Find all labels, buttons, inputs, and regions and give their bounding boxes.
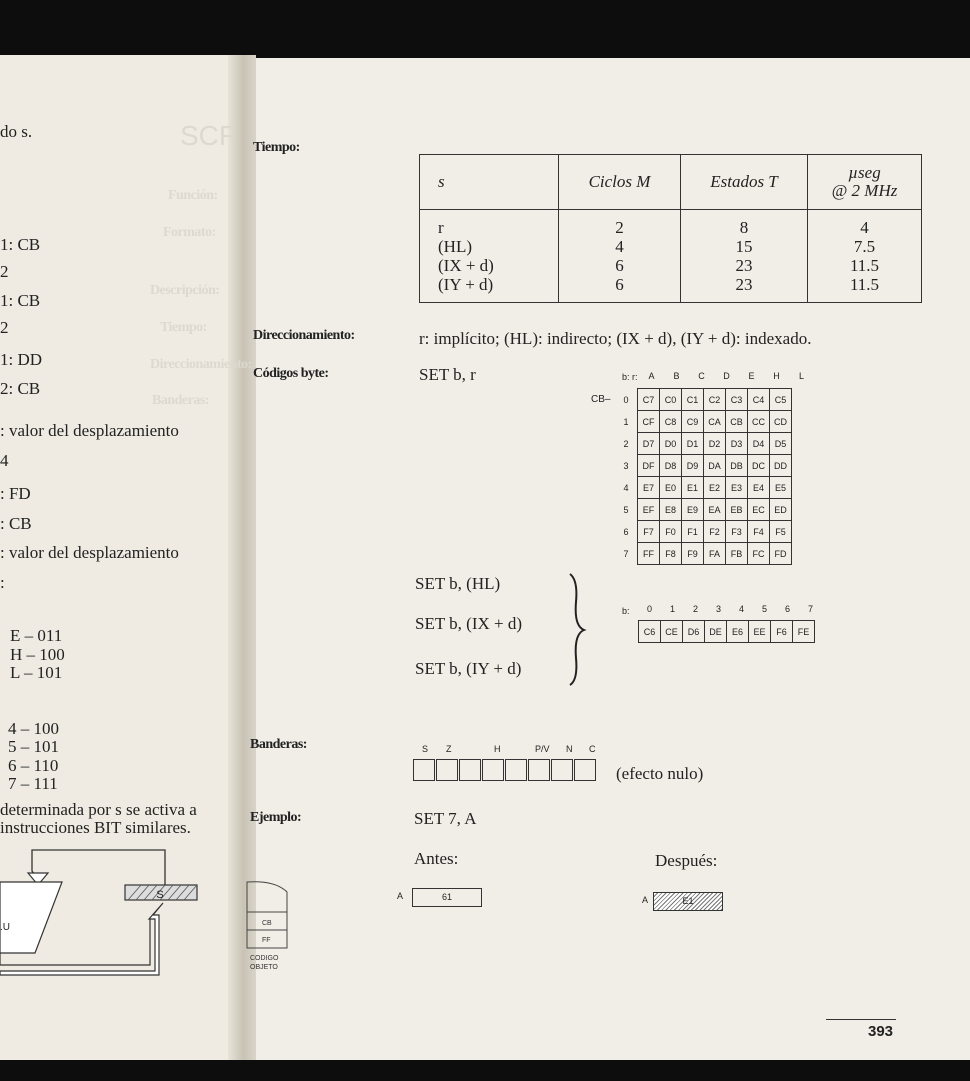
flag-register-diagram: [0, 845, 200, 980]
grid-cell: DC: [748, 455, 770, 477]
grid-row-label: 6: [623, 526, 629, 537]
opcode-grid: [615, 370, 814, 382]
grid-cell: DD: [770, 455, 792, 477]
cell: (IY + d): [438, 275, 494, 294]
label-tiempo: Tiempo:: [253, 140, 300, 155]
object-code-graphic: [245, 880, 290, 975]
flags-effect: (efecto nulo): [616, 764, 704, 783]
byte-cell: E6: [727, 621, 749, 643]
left-line: 7 – 111: [8, 774, 58, 793]
grid-cell: EF: [638, 499, 660, 521]
ghost-heading: SCF: [180, 120, 236, 151]
before-register-box: 61: [412, 888, 482, 907]
left-line: : CB: [0, 514, 32, 533]
left-line: : FD: [0, 484, 31, 503]
grid-row-label: 7: [623, 548, 629, 559]
flag-label-h: H: [494, 744, 501, 754]
cell: 11.5: [849, 275, 880, 294]
grid-cell: E8: [660, 499, 682, 521]
opcode-grid-body: [615, 388, 792, 565]
left-line: :: [0, 573, 5, 592]
example-instruction: SET 7, A: [414, 809, 477, 828]
grid-cell: CA: [704, 411, 726, 433]
grid-cell: F9: [682, 543, 704, 565]
byte-col: 7: [807, 604, 813, 614]
header-useg: [808, 155, 922, 210]
grid-cell: D1: [682, 433, 704, 455]
cell: (IX + d): [438, 256, 494, 275]
byte-cell: D6: [683, 621, 705, 643]
cell: 4: [615, 237, 624, 256]
grid-col-header: B: [673, 371, 680, 381]
cell: 4: [860, 218, 869, 237]
grid-cell: C8: [660, 411, 682, 433]
left-line: 1: CB: [0, 291, 41, 310]
byte-cell: DE: [705, 621, 727, 643]
left-line: E – 011: [10, 626, 63, 645]
grid-row: [615, 521, 792, 543]
example-after-label: Después:: [655, 851, 718, 870]
grid-col-header: A: [648, 371, 655, 381]
grid-cell: F7: [638, 521, 660, 543]
left-line: 4 – 100: [8, 719, 59, 738]
left-line: : valor del desplazamiento: [0, 421, 179, 440]
set-b-r: SET b, r: [419, 365, 476, 384]
flag-box: [459, 759, 481, 781]
byte-col: 5: [761, 604, 767, 614]
page-number-rule: [826, 1019, 896, 1020]
grid-cell: F0: [660, 521, 682, 543]
left-line: 1: CB: [0, 235, 41, 254]
label-banderas: Banderas:: [250, 737, 307, 752]
set-b-iy: SET b, (IY + d): [415, 659, 522, 678]
ghost-label: Banderas:: [152, 393, 209, 408]
grid-row: [615, 389, 792, 411]
label-codigos-byte: Códigos byte:: [253, 366, 329, 381]
grid-cell: F8: [660, 543, 682, 565]
grid-row-label: 0: [623, 394, 629, 405]
left-line: do s.: [0, 122, 33, 141]
left-line: instrucciones BIT similares.: [0, 818, 191, 837]
grid-cell: F1: [682, 521, 704, 543]
col-useg: [808, 210, 922, 303]
grid-row: [615, 455, 792, 477]
grid-cell: C5: [770, 389, 792, 411]
grid-cell: C1: [682, 389, 704, 411]
grid-cell: DB: [726, 455, 748, 477]
flag-box: [413, 759, 435, 781]
cell: 6: [615, 275, 624, 294]
left-line: 4: [0, 451, 9, 470]
left-line: 2: [0, 262, 9, 281]
col-estados-t: [681, 210, 808, 303]
byte-row-header: [638, 604, 822, 614]
grid-cell: CF: [638, 411, 660, 433]
cell: 23: [735, 256, 753, 275]
grid-cell: E5: [770, 477, 792, 499]
byte-col: 0: [646, 604, 652, 614]
flag-box: [528, 759, 550, 781]
grid-cell: E3: [726, 477, 748, 499]
grid-row: [615, 543, 792, 565]
grid-cell: E0: [660, 477, 682, 499]
grid-cell: FF: [638, 543, 660, 565]
set-b-hl: SET b, (HL): [415, 574, 501, 593]
cell: 11.5: [849, 256, 880, 275]
grid-cell: C9: [682, 411, 704, 433]
grid-col-header: E: [748, 371, 755, 381]
left-line: 2: CB: [0, 379, 41, 398]
flag-box: [436, 759, 458, 781]
grid-cell: F4: [748, 521, 770, 543]
left-line: : valor del desplazamiento: [0, 543, 179, 562]
col-s: [420, 210, 559, 303]
grid-cell: ED: [770, 499, 792, 521]
cell: 8: [739, 218, 749, 237]
grid-cell: EC: [748, 499, 770, 521]
left-line: determinada por s se activa a: [0, 800, 197, 819]
grid-row-label: 5: [623, 504, 629, 515]
grid-prefix: CB–: [591, 394, 611, 405]
page-number: 393: [868, 1023, 894, 1040]
grid-row-label: 1: [623, 416, 629, 427]
byte-col: 2: [692, 604, 698, 614]
grid-col-header: D: [723, 371, 730, 381]
byte-cell: FE: [793, 621, 815, 643]
grid-cell: C7: [638, 389, 660, 411]
object-caption-1: CODIGO: [250, 955, 279, 962]
cell: 23: [735, 275, 753, 294]
bottom-dark-border: [0, 1060, 970, 1081]
flag-label-s: S: [422, 744, 429, 754]
grid-cell: F3: [726, 521, 748, 543]
flag-label-z: Z: [446, 744, 452, 754]
grid-row: [615, 433, 792, 455]
byte-cell: CE: [661, 621, 683, 643]
byte-row: [638, 620, 815, 643]
cell: 2: [615, 218, 624, 237]
grid-col-header: H: [773, 371, 780, 381]
grid-col-header: L: [798, 371, 804, 381]
top-dark-border: [0, 0, 970, 60]
col-ciclos-m: [559, 210, 681, 303]
grid-cell: F2: [704, 521, 726, 543]
cell: 15: [735, 237, 753, 256]
left-line: H – 100: [10, 645, 65, 664]
grid-cell: FC: [748, 543, 770, 565]
grid-cell: D4: [748, 433, 770, 455]
flag-box: [574, 759, 596, 781]
brace-icon: [560, 572, 590, 687]
grid-cell: F5: [770, 521, 792, 543]
grid-cell: D2: [704, 433, 726, 455]
object-byte-1: CB: [262, 920, 272, 927]
flag-box: [551, 759, 573, 781]
r-label: r:: [632, 372, 638, 382]
grid-cell: D8: [660, 455, 682, 477]
grid-col-header-row: [615, 370, 814, 382]
grid-cell: E9: [682, 499, 704, 521]
object-byte-2: FF: [262, 937, 271, 944]
flag-label-n: N: [566, 744, 573, 754]
grid-row: [615, 499, 792, 521]
example-before-label: Antes:: [414, 849, 459, 868]
ghost-label: Función:: [168, 188, 218, 203]
object-caption-2: OBJETO: [250, 964, 278, 971]
after-reg-label: A: [642, 895, 649, 905]
timing-body-row: [420, 210, 922, 303]
cell: 6: [615, 256, 624, 275]
grid-cell: EB: [726, 499, 748, 521]
grid-cell: FA: [704, 543, 726, 565]
cell: 7.5: [853, 237, 876, 256]
grid-cell: C0: [660, 389, 682, 411]
grid-row-label: 3: [623, 460, 629, 471]
after-register-box: E1: [653, 892, 723, 911]
grid-cell: CB: [726, 411, 748, 433]
grid-cell: CC: [748, 411, 770, 433]
timing-table: [419, 154, 922, 303]
cell: r: [438, 218, 444, 237]
flag-box: [505, 759, 527, 781]
grid-cell: E2: [704, 477, 726, 499]
header-useg-line1: µseg: [848, 163, 881, 182]
ghost-label: Tiempo:: [160, 320, 207, 335]
byte-cell: F6: [771, 621, 793, 643]
byte-cell: EE: [749, 621, 771, 643]
set-b-ix: SET b, (IX + d): [415, 614, 523, 633]
byte-col: 1: [669, 604, 675, 614]
ghost-label: Formato:: [163, 225, 216, 240]
grid-cell: C4: [748, 389, 770, 411]
left-line: L – 101: [10, 663, 63, 682]
grid-row: [615, 477, 792, 499]
grid-cell: EA: [704, 499, 726, 521]
grid-cell: DF: [638, 455, 660, 477]
header-ciclos-m: Ciclos M: [559, 155, 681, 210]
grid-cell: DA: [704, 455, 726, 477]
flag-box: [482, 759, 504, 781]
grid-cell: E7: [638, 477, 660, 499]
byte-col: 6: [784, 604, 790, 614]
grid-cell: E1: [682, 477, 704, 499]
left-line: 5 – 101: [8, 737, 59, 756]
b-label: b:: [622, 372, 630, 382]
grid-cell: CD: [770, 411, 792, 433]
timing-header-row: [420, 155, 922, 210]
flag-label-pv: P/V: [535, 744, 550, 754]
grid-col-header: C: [698, 371, 705, 381]
header-useg-line2: @ 2 MHz: [831, 181, 898, 200]
label-direccionamiento: Direccionamiento:: [253, 328, 355, 343]
flag-label-c: C: [589, 744, 596, 754]
grid-cell: C3: [726, 389, 748, 411]
byte-row-b-label: b:: [622, 606, 630, 616]
grid-cell: D0: [660, 433, 682, 455]
byte-cell: C6: [639, 621, 661, 643]
grid-cell: D3: [726, 433, 748, 455]
grid-cell: D7: [638, 433, 660, 455]
grid-cell: FB: [726, 543, 748, 565]
header-s: s: [420, 155, 559, 210]
grid-cell: FD: [770, 543, 792, 565]
addressing-text: r: implícito; (HL): indirecto; (IX + d), (IY + d): indexado.: [419, 329, 812, 348]
grid-cell: D5: [770, 433, 792, 455]
cell: (HL): [438, 237, 472, 256]
grid-cell: C2: [704, 389, 726, 411]
byte-col: 3: [715, 604, 721, 614]
byte-col: 4: [738, 604, 744, 614]
grid-row: [615, 411, 792, 433]
ghost-label: Direccionamiento:: [150, 357, 252, 372]
before-reg-label: A: [397, 891, 404, 901]
grid-row-label: 2: [623, 438, 629, 449]
left-line: 1: DD: [0, 350, 43, 369]
header-estados-t: Estados T: [681, 155, 808, 210]
ghost-label: Descripción:: [150, 283, 220, 298]
grid-row-label: 4: [623, 482, 629, 493]
grid-cell: E4: [748, 477, 770, 499]
diagram-u-label: .U: [0, 922, 10, 933]
grid-cell: D9: [682, 455, 704, 477]
diagram-s-label: S: [156, 889, 164, 901]
left-line: 2: [0, 318, 9, 337]
label-ejemplo: Ejemplo:: [250, 810, 302, 825]
left-line: 6 – 110: [8, 756, 59, 775]
